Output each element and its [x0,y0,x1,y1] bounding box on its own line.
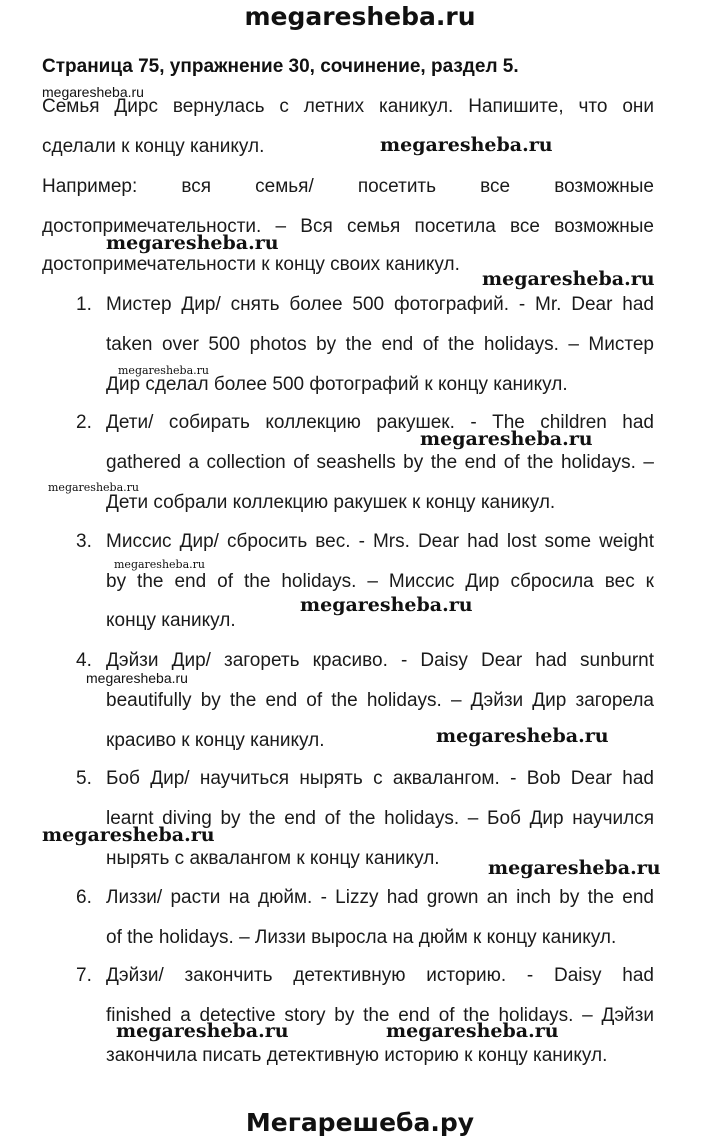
item-line: Дэйзи Дир/ загореть красиво. - Daisy Dear had sunburnt [106,650,654,671]
item-line: Боб Дир/ научиться нырять с аквалангом. - Bob Dear had [106,768,654,789]
item-line: Дети/ собирать коллекцию ракушек. - The children had [106,412,654,433]
item-line: gathered a collection of seashells by the end of the holidays. – [106,452,654,473]
item-number: 2. [76,412,92,433]
item-number: 7. [76,965,92,986]
example-text: достопримечательности к концу своих каникул. [42,254,460,275]
item-number: 1. [76,294,92,315]
item-line: нырять с аквалангом к концу каникул. [106,848,440,869]
item-line: закончила писать детективную историю к концу каникул. [106,1045,608,1066]
item-line: Дети собрали коллекцию ракушек к концу каникул. [106,492,556,513]
site-header: megaresheba.ru [244,2,476,31]
item-number: 3. [76,531,92,552]
watermark: megaresheba.ru [48,481,139,494]
watermark: megaresheba.ru [420,428,593,450]
watermark: megaresheba.ru [42,824,215,846]
site-footer: Мегарешеба.ру [245,1108,475,1137]
watermark: megaresheba.ru [114,558,205,571]
task-text: Семья Дирс вернулась с летних каникул. Напишите, что они [42,96,654,117]
item-number: 4. [76,650,92,671]
watermark: megaresheba.ru [42,84,144,100]
watermark: megaresheba.ru [380,134,553,156]
watermark: megaresheba.ru [386,1020,559,1042]
item-line: Дир сделал более 500 фотографий к концу каникул. [106,374,568,395]
watermark: megaresheba.ru [86,670,188,686]
item-line: Мистер Дир/ снять более 500 фотографий. - Mr. Dear had [106,294,654,315]
watermark: megaresheba.ru [436,725,609,747]
item-line: красиво к концу каникул. [106,730,325,751]
item-number: 5. [76,768,92,789]
item-line: of the holidays. – Лиззи выросла на дюйм к концу каникул. [106,927,617,948]
watermark: megaresheba.ru [118,364,209,377]
watermark: megaresheba.ru [482,268,655,290]
page-heading: Страница 75, упражнение 30, сочинение, раздел 5. [42,56,519,77]
watermark: megaresheba.ru [116,1020,289,1042]
item-line: Дэйзи/ закончить детективную историю. - Daisy had [106,965,654,986]
watermark: megaresheba.ru [300,594,473,616]
item-line: Миссис Дир/ сбросить вес. - Mrs. Dear had lost some weight [106,531,654,552]
item-line: Лиззи/ расти на дюйм. - Lizzy had grown an inch by the end [106,887,654,908]
example-text: достопримечательности. – Вся семья посетила все возможные [42,216,654,237]
item-line: by the end of the holidays. – Миссис Дир сбросила вес к [106,571,654,592]
watermark: megaresheba.ru [106,232,279,254]
item-line: beautifully by the end of the holidays. – Дэйзи Дир загорела [106,690,654,711]
item-number: 6. [76,887,92,908]
item-line: finished a detective story by the end of the holidays. – Дэйзи [106,1005,654,1026]
example-text: Например: вся семья/ посетить все возможные [42,176,654,197]
watermark: megaresheba.ru [488,857,661,879]
item-line: learnt diving by the end of the holidays. – Боб Дир научился [106,808,654,829]
item-line: концу каникул. [106,610,236,631]
item-line: taken over 500 photos by the end of the holidays. – Мистер [106,334,654,355]
task-text: сделали к концу каникул. [42,136,265,157]
